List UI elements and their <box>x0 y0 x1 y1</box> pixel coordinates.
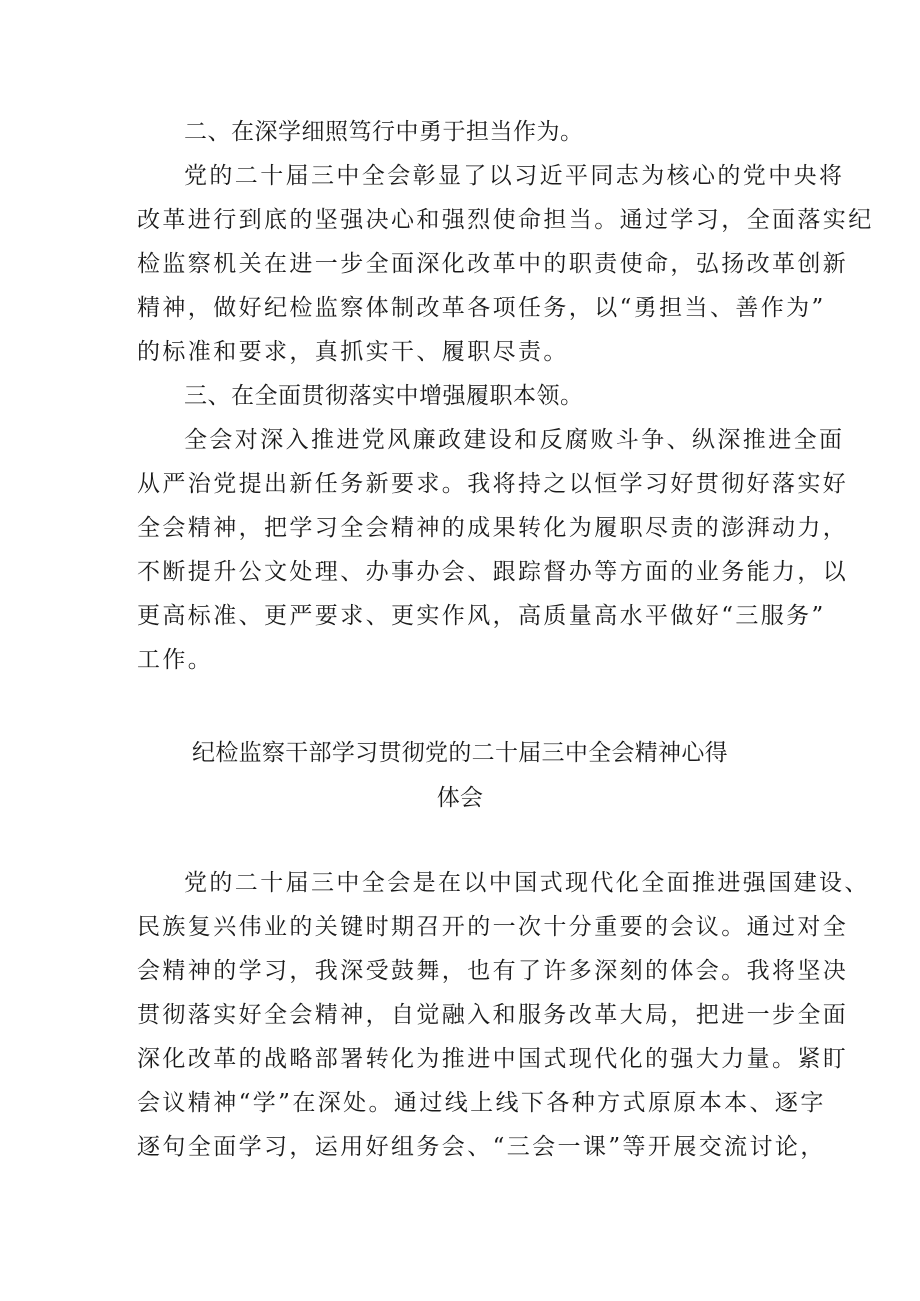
paragraph-line: 会议精神“学”在深处。通过线上线下各种方式原原本本、逐字 <box>137 1090 826 1116</box>
paragraph-line: 的标准和要求，真抓实干、履职尽责。 <box>137 339 569 365</box>
paragraph-line: 全会对深入推进党风廉政建设和反腐败斗争、纵深推进全面 <box>184 427 845 453</box>
paragraph-line: 党的二十届三中全会彰显了以习近平同志为核心的党中央将 <box>184 163 845 189</box>
paragraph-line: 更高标准、更严要求、更实作风，高质量高水平做好“三服务” <box>137 603 826 629</box>
section-heading: 二、在深学细照笃行中勇于担当作为。 <box>184 119 584 145</box>
section-heading: 三、在全面贯彻落实中增强履职本领。 <box>184 383 584 409</box>
paragraph-line: 民族复兴伟业的关键时期召开的一次十分重要的会议。通过对全 <box>137 914 849 940</box>
paragraph-line: 改革进行到底的坚强决心和强烈使命担当。通过学习，全面落实纪 <box>137 207 874 233</box>
paragraph-line: 贯彻落实好全会精神，自觉融入和服务改革大局，把进一步全面 <box>137 1002 849 1028</box>
paragraph-line: 会精神的学习，我深受鼓舞，也有了许多深刻的体会。我将坚决 <box>137 958 849 984</box>
paragraph-line: 检监察机关在进一步全面深化改革中的职责使命，弘扬改革创新 <box>137 251 849 277</box>
paragraph-line: 全会精神，把学习全会精神的成果转化为履职尽责的澎湃动力， <box>137 515 849 541</box>
paragraph-line: 深化改革的战略部署转化为推进中国式现代化的强大力量。紧盯 <box>137 1046 849 1072</box>
paragraph-line: 从严治党提出新任务新要求。我将持之以恒学习好贯彻好落实好 <box>137 471 849 497</box>
paragraph-line: 党的二十届三中全会是在以中国式现代化全面推进强国建设、 <box>184 870 870 896</box>
paragraph-line: 精神，做好纪检监察体制改革各项任务，以“勇担当、善作为” <box>137 295 826 321</box>
paragraph-line: 逐句全面学习，运用好组务会、“三会一课”等开展交流讨论， <box>137 1134 826 1160</box>
paragraph-line: 不断提升公文处理、办事办会、跟踪督办等方面的业务能力，以 <box>137 559 849 585</box>
article-title-line: 纪检监察干部学习贯彻党的二十届三中全会精神心得 <box>192 740 728 766</box>
article-title-line: 体会 <box>436 785 484 811</box>
paragraph-line: 工作。 <box>137 647 214 673</box>
